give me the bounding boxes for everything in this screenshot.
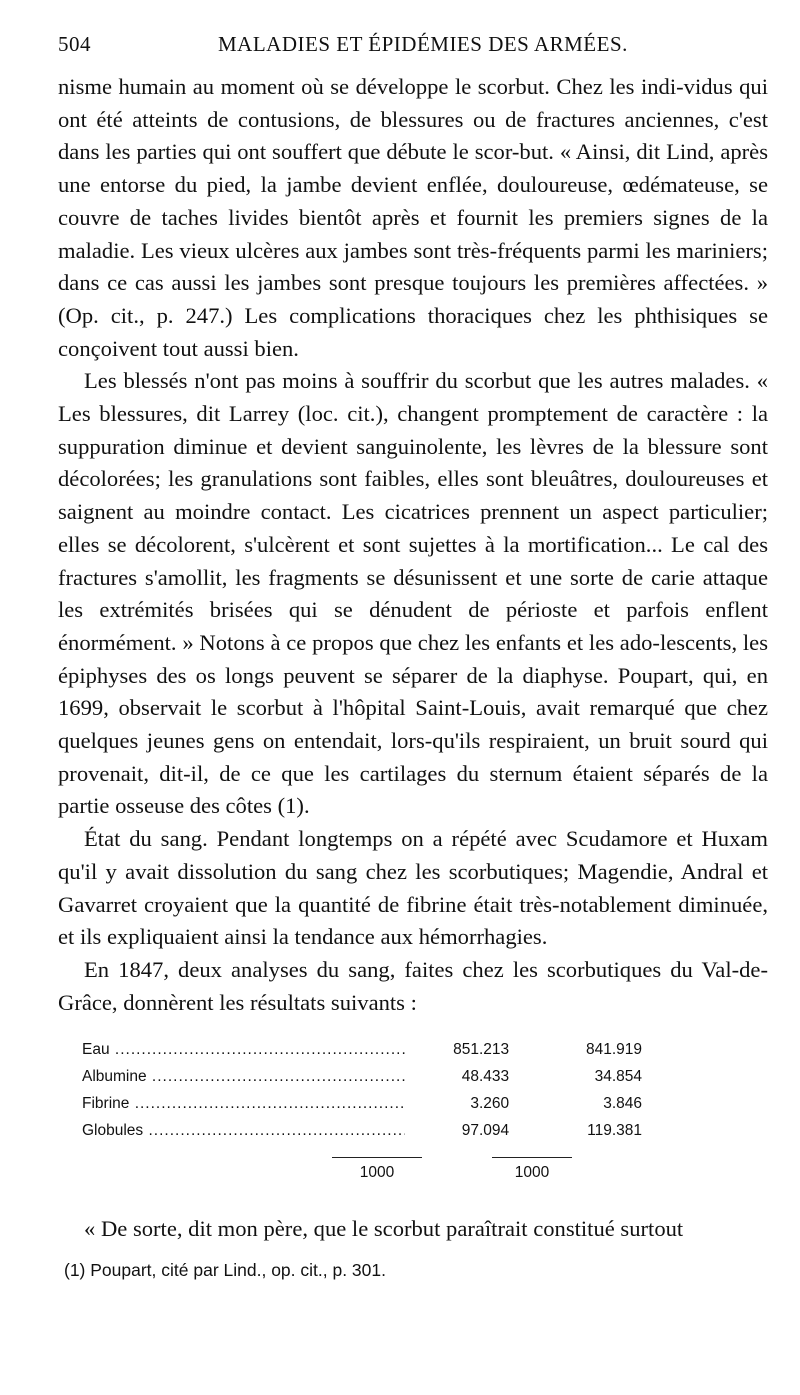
row-value-1: 3.260 xyxy=(470,1095,510,1113)
row-value-2: 34.854 xyxy=(594,1068,642,1086)
row-label: Eau xyxy=(82,1041,110,1059)
page-number: 504 xyxy=(58,32,91,56)
table-totals-row xyxy=(82,1149,642,1182)
total-value-2: 1000 xyxy=(492,1157,572,1182)
closing-line: « De sorte, dit mon père, que le scorbut paraîtrait constitué surtout xyxy=(84,1216,684,1242)
paragraph-1: nisme humain au moment où se développe le scorbut. Chez les indi-vidus qui ont été atteints de contusions, de blessures ou de fractures anciennes, c'est dans les parties qui ont souffert que débute le scor-but. « Ainsi, dit Lind, après une entorse du pied, la jambe devient enflée, douloureuse, œdémateuse, se couvre de taches livides bientôt après et fournit les premiers signes de la maladie. Les vieux ulcères aux jambes sont très-fréquents parmi les mariniers; dans ce cas aussi les jambes sont presque toujours les premières affectées. » (Op. cit., p. 247.) Les complications thoraciques chez les phthisiques se conçoivent tout aussi bien. xyxy=(58,74,768,361)
paragraph-2: Les blessés n'ont pas moins à souffrir du scorbut que les autres malades. « Les blessures, dit Larrey (loc. cit.), changent promptement de caractère : la suppuration diminue et devient sanguinolente, les lèvres de la blessure sont décolorées; les granulations sont faibles, elles sont bleuâtres, douloureuses et saignent au moindre contact. Les cicatrices prennent un aspect particulier; elles se décolorent, s'ulcèrent et sont sujettes à la mortification... Le cal des fractures s'amollit, les fragments se désunissent et une sorte de carie attaque les extrémités brisées qui se dénudent de périoste et parfois enflent énormément. » Notons à ce propos que chez les enfants et les ado-lescents, les épiphyses des os longs peuvent se séparer de la diaphyse. Poupart, qui, en 1699, observait le scorbut à l'hôpital Saint-Louis, avait remarqué que chez quelques jeunes gens on entendait, lors-qu'ils respiraient, un bruit sourd qui provenait, dit-il, de ce que les cartilages du sternum étaient séparés de la partie osseuse des côtes (1). xyxy=(58,368,768,819)
row-value-2: 3.846 xyxy=(603,1095,642,1113)
paragraph-4: En 1847, deux analyses du sang, faites chez les scorbutiques du Val-de-Grâce, donnèrent les résultats suivants : xyxy=(58,956,768,1015)
row-value-1: 97.094 xyxy=(461,1122,510,1140)
running-title: MALADIES ET ÉPIDÉMIES DES ARMÉES. xyxy=(218,32,628,56)
table-row xyxy=(82,1041,642,1068)
row-label: Albumine xyxy=(82,1068,147,1086)
row-value-1: 851.213 xyxy=(453,1041,510,1059)
body-text xyxy=(58,71,768,1019)
table-row xyxy=(82,1068,642,1095)
blood-analysis-table xyxy=(82,1041,642,1182)
row-value-1: 48.433 xyxy=(461,1068,510,1086)
paragraph-3: État du sang. Pendant longtemps on a répété avec Scudamore et Huxam qu'il y avait dissolution du sang chez les scorbutiques; Magendie, Andral et Gavarret croyaient que la quantité de fibrine était très-notablement diminuée, et ils expliquaient ainsi la tendance aux hémorrhagies. xyxy=(58,826,768,950)
footnote: (1) Poupart, cité par Lind., op. cit., p. 301. xyxy=(64,1260,386,1281)
total-value-1: 1000 xyxy=(332,1157,422,1182)
table-row xyxy=(82,1122,642,1149)
row-label: Globules xyxy=(82,1122,144,1140)
running-header xyxy=(58,32,768,57)
row-value-2: 119.381 xyxy=(587,1122,642,1140)
row-value-2: 841.919 xyxy=(585,1041,642,1059)
row-label: Fibrine xyxy=(82,1095,130,1113)
document-page xyxy=(58,32,768,1281)
table-row xyxy=(82,1095,642,1122)
